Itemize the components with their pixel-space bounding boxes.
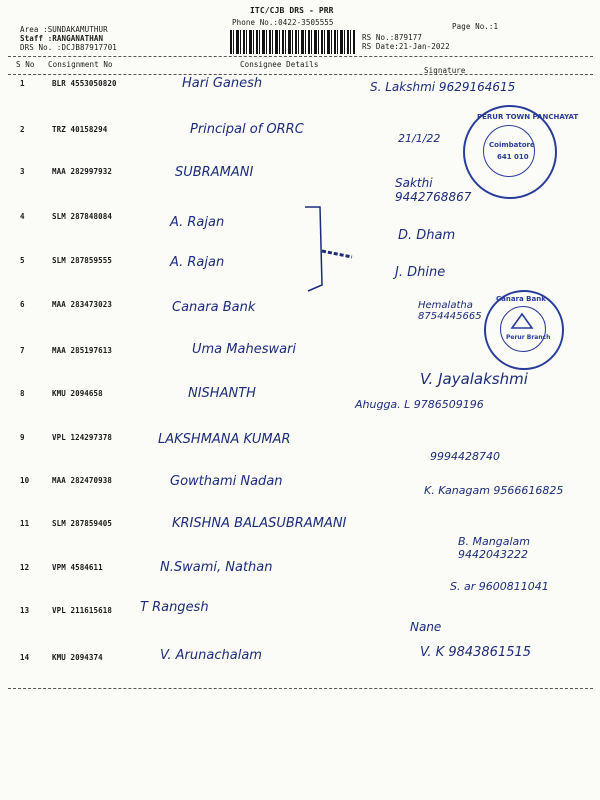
- row-sno: 10: [20, 476, 30, 485]
- row-signature: Nane: [410, 620, 442, 634]
- row-consignee: Canara Bank: [172, 300, 256, 315]
- row-consignee: Principal of ORRC: [190, 122, 304, 137]
- row-consignment: MAA 285197613: [52, 346, 112, 355]
- barcode: [230, 30, 355, 54]
- row-consignment: KMU 2094374: [52, 653, 103, 662]
- row-signature: B. Mangalam 9442043222: [458, 535, 530, 561]
- row-sno: 8: [20, 389, 25, 398]
- row-signature: D. Dham: [398, 228, 456, 243]
- bracket-mark: [300, 205, 360, 295]
- row-signature: V. K 9843861515: [420, 645, 532, 660]
- col-consignment: Consignment No: [48, 60, 113, 69]
- row-consignment: SLM 287859405: [52, 519, 112, 528]
- row-consignment: MAA 282470938: [52, 476, 112, 485]
- row-signature: Sakthi 9442768867: [395, 176, 472, 204]
- row-consignee: A. Rajan: [170, 215, 225, 230]
- bank-stamp: Canara Bank Perur Branch: [484, 290, 564, 370]
- row-consignee: A. Rajan: [170, 255, 225, 270]
- row-signature: S. Lakshmi 9629164615: [370, 80, 516, 94]
- col-consignee-details: Consignee Details: [240, 60, 319, 69]
- row-sno: 5: [20, 256, 25, 265]
- staff: Staff :RANGANATHAN: [20, 34, 104, 43]
- col-sno: S No: [16, 60, 35, 69]
- header-divider-top: [8, 56, 593, 57]
- row-consignee: N.Swami, Nathan: [160, 560, 273, 575]
- row-sno: 9: [20, 433, 25, 442]
- row-sno: 6: [20, 300, 25, 309]
- bank-logo-icon: [510, 312, 534, 330]
- phone-number: Phone No.:0422-3505555: [232, 18, 334, 27]
- rs-date: RS Date:21-Jan-2022: [362, 42, 450, 51]
- row-signature: V. Jayalakshmi: [420, 370, 528, 388]
- row-consignment: BLR 4553050820: [52, 79, 117, 88]
- row-sno: 2: [20, 125, 25, 134]
- rs-number: RS No.:879177: [362, 33, 422, 42]
- row-sno: 11: [20, 519, 30, 528]
- row-signature: J. Dhine: [395, 265, 446, 280]
- row-consignee: Gowthami Nadan: [170, 474, 283, 489]
- row-consignee: LAKSHMANA KUMAR: [158, 432, 291, 447]
- row-consignment: SLM 287848084: [52, 212, 112, 221]
- drs-number: DRS No. :DCJB87917701: [20, 43, 117, 52]
- footer-divider: [8, 688, 593, 689]
- row-consignee: Hari Ganesh: [182, 76, 263, 91]
- row-sno: 1: [20, 79, 25, 88]
- area: Area :SUNDAKAMUTHUR: [20, 25, 108, 34]
- row-signature: Ahugga. L 9786509196: [355, 398, 484, 411]
- row-signature: K. Kanagam 9566616825: [424, 484, 564, 497]
- row-signature: Hemalatha 8754445665: [418, 300, 482, 322]
- row-signature: 9994428740: [430, 450, 500, 463]
- col-signature: Signature: [424, 66, 466, 75]
- row-sno: 14: [20, 653, 30, 662]
- row-sno: 4: [20, 212, 25, 221]
- row-consignment: VPL 211615618: [52, 606, 112, 615]
- row-signature: S. ar 9600811041: [450, 580, 549, 593]
- row-consignee: KRISHNA BALASUBRAMANI: [172, 516, 347, 531]
- row-signature: 21/1/22: [398, 132, 441, 145]
- row-consignment: TRZ 40158294: [52, 125, 108, 134]
- row-consignee: Uma Maheswari: [192, 342, 297, 357]
- row-consignee: V. Arunachalam: [160, 648, 262, 663]
- row-sno: 13: [20, 606, 30, 615]
- panchayat-stamp: PERUR TOWN PANCHAYAT Coimbatore 641 010: [463, 105, 557, 199]
- document-title: ITC/CJB DRS - PRR: [250, 6, 334, 15]
- row-consignee: NISHANTH: [188, 386, 256, 401]
- row-consignment: SLM 287859555: [52, 256, 112, 265]
- row-sno: 3: [20, 167, 25, 176]
- row-consignment: VPM 4584611: [52, 563, 103, 572]
- row-consignee: SUBRAMANI: [175, 165, 254, 180]
- page-number: Page No.:1: [452, 22, 499, 31]
- row-consignment: VPL 124297378: [52, 433, 112, 442]
- row-consignment: KMU 2094658: [52, 389, 103, 398]
- row-sno: 7: [20, 346, 25, 355]
- row-sno: 12: [20, 563, 30, 572]
- row-consignee: T Rangesh: [140, 600, 209, 615]
- row-consignment: MAA 282997932: [52, 167, 112, 176]
- row-consignment: MAA 283473023: [52, 300, 112, 309]
- header-divider-bottom: [8, 74, 593, 75]
